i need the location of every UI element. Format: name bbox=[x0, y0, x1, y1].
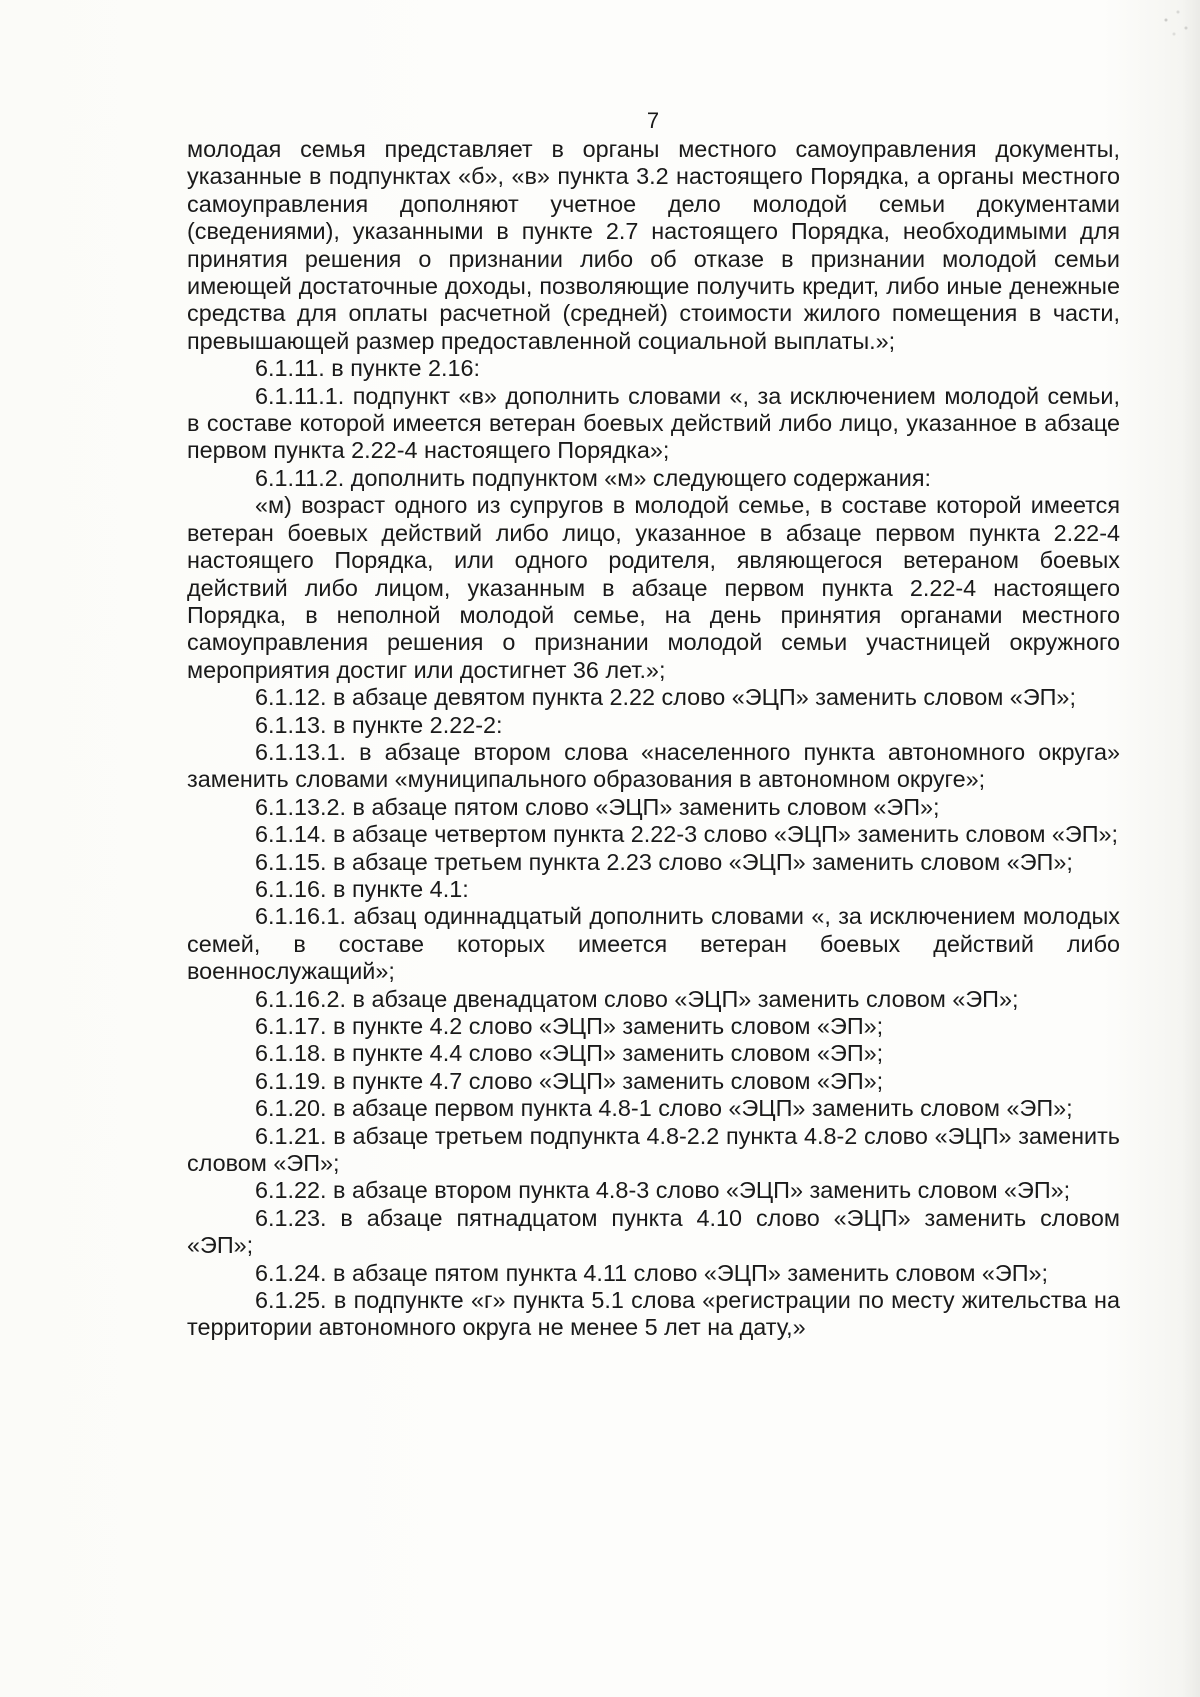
paragraph: 6.1.19. в пункте 4.7 слово «ЭЦП» заменить словом «ЭП»; bbox=[255, 1067, 884, 1094]
paragraph: 6.1.13. в пункте 2.22-2: bbox=[255, 711, 503, 738]
paragraph: 6.1.21. в абзаце третьем подпункта 4.8-2.2 пункта 4.8-2 слово «ЭЦП» заменить словом «ЭП»; bbox=[187, 1122, 1120, 1177]
paragraph: 6.1.16.1. абзац одиннадцатый дополнить словами «, за исключением молодых семей, в составе которых имеется ветеран боевых действий либо военнослужащий»; bbox=[187, 903, 1120, 985]
paragraph: 6.1.20. в абзаце первом пункта 4.8-1 слово «ЭЦП» заменить словом «ЭП»; bbox=[255, 1095, 1073, 1122]
paragraph: 6.1.13.1. в абзаце втором слова «населенного пункта автономного округа» заменить словами «муниципального образования в автономном округе»; bbox=[187, 738, 1120, 793]
paragraph: 6.1.11. в пункте 2.16: bbox=[255, 355, 480, 382]
paragraph: «м) возраст одного из супругов в молодой семье, в составе которой имеется ветеран боевых действий либо лицо, указанное в абзаце первом пункта 2.22-4 настоящего Порядка, или одного родителя, являющегося ветераном боевых действий либо лицом, указанным в абзаце первом пункта 2.22-4 настоящего Порядка, в неполной молодой семье, на день принятия органами местного самоуправления решения о признании молодой семьи участницей окружного мероприятия достиг или достигнет 36 лет.»; bbox=[187, 492, 1120, 683]
paragraph: 6.1.13.2. в абзаце пятом слово «ЭЦП» заменить словом «ЭП»; bbox=[255, 793, 940, 820]
paragraph: 6.1.14. в абзаце четвертом пункта 2.22-3 слово «ЭЦП» заменить словом «ЭП»; bbox=[255, 821, 1119, 848]
paragraph: 6.1.18. в пункте 4.4 слово «ЭЦП» заменить словом «ЭП»; bbox=[255, 1040, 884, 1067]
paragraph: 6.1.23. в абзаце пятнадцатом пункта 4.10 слово «ЭЦП» заменить словом «ЭП»; bbox=[187, 1204, 1120, 1259]
paragraph: 6.1.16. в пункте 4.1: bbox=[255, 875, 469, 902]
scan-speckle bbox=[1154, 4, 1194, 44]
paragraph: 6.1.25. в подпункте «г» пункта 5.1 слова «регистрации по месту жительства на территории автономного округа не менее 5 лет на дату,» bbox=[187, 1287, 1120, 1341]
paragraph: 6.1.16.2. в абзаце двенадцатом слово «ЭЦП» заменить словом «ЭП»; bbox=[255, 985, 1019, 1012]
paragraph: 6.1.17. в пункте 4.2 слово «ЭЦП» заменить словом «ЭП»; bbox=[255, 1013, 884, 1039]
paragraph: 6.1.24. в абзаце пятом пункта 4.11 слово «ЭЦП» заменить словом «ЭП»; bbox=[255, 1259, 1049, 1286]
page-edge-shadow bbox=[1182, 0, 1200, 1697]
paragraph: 6.1.22. в абзаце втором пункта 4.8-3 слово «ЭЦП» заменить словом «ЭП»; bbox=[255, 1177, 1071, 1204]
paragraph: 6.1.11.1. подпункт «в» дополнить словами «, за исключением молодой семьи, в составе которой имеется ветеран боевых действий либо лицо, указанное в абзаце первом пункта 2.22-4 настоящего Порядка»; bbox=[187, 382, 1120, 464]
document-body bbox=[187, 136, 1120, 1342]
paragraph: 6.1.11.2. дополнить подпунктом «м» следующего содержания: bbox=[255, 464, 932, 491]
page-number: 7 bbox=[646, 108, 660, 133]
paragraph: 6.1.12. в абзаце девятом пункта 2.22 слово «ЭЦП» заменить словом «ЭП»; bbox=[255, 684, 1076, 711]
paragraph: 6.1.15. в абзаце третьем пункта 2.23 слово «ЭЦП» заменить словом «ЭП»; bbox=[255, 848, 1073, 875]
paragraph: молодая семья представляет в органы местного самоуправления документы, указанные в подпунктах «б», «в» пункта 3.2 настоящего Порядка, а органы местного самоуправления дополняют учетное дело молодой семьи документами (сведениями), указанными в пункте 2.7 настоящего Порядка, необходимыми для принятия решения о признании либо об отказе в признании молодой семьи имеющей достаточные доходы, позволяющие получить кредит, либо иные денежные средства для оплаты расчетной (средней) стоимости жилого помещения в части, превышающей размер предоставленной социальной выплаты.»; bbox=[187, 136, 1120, 354]
